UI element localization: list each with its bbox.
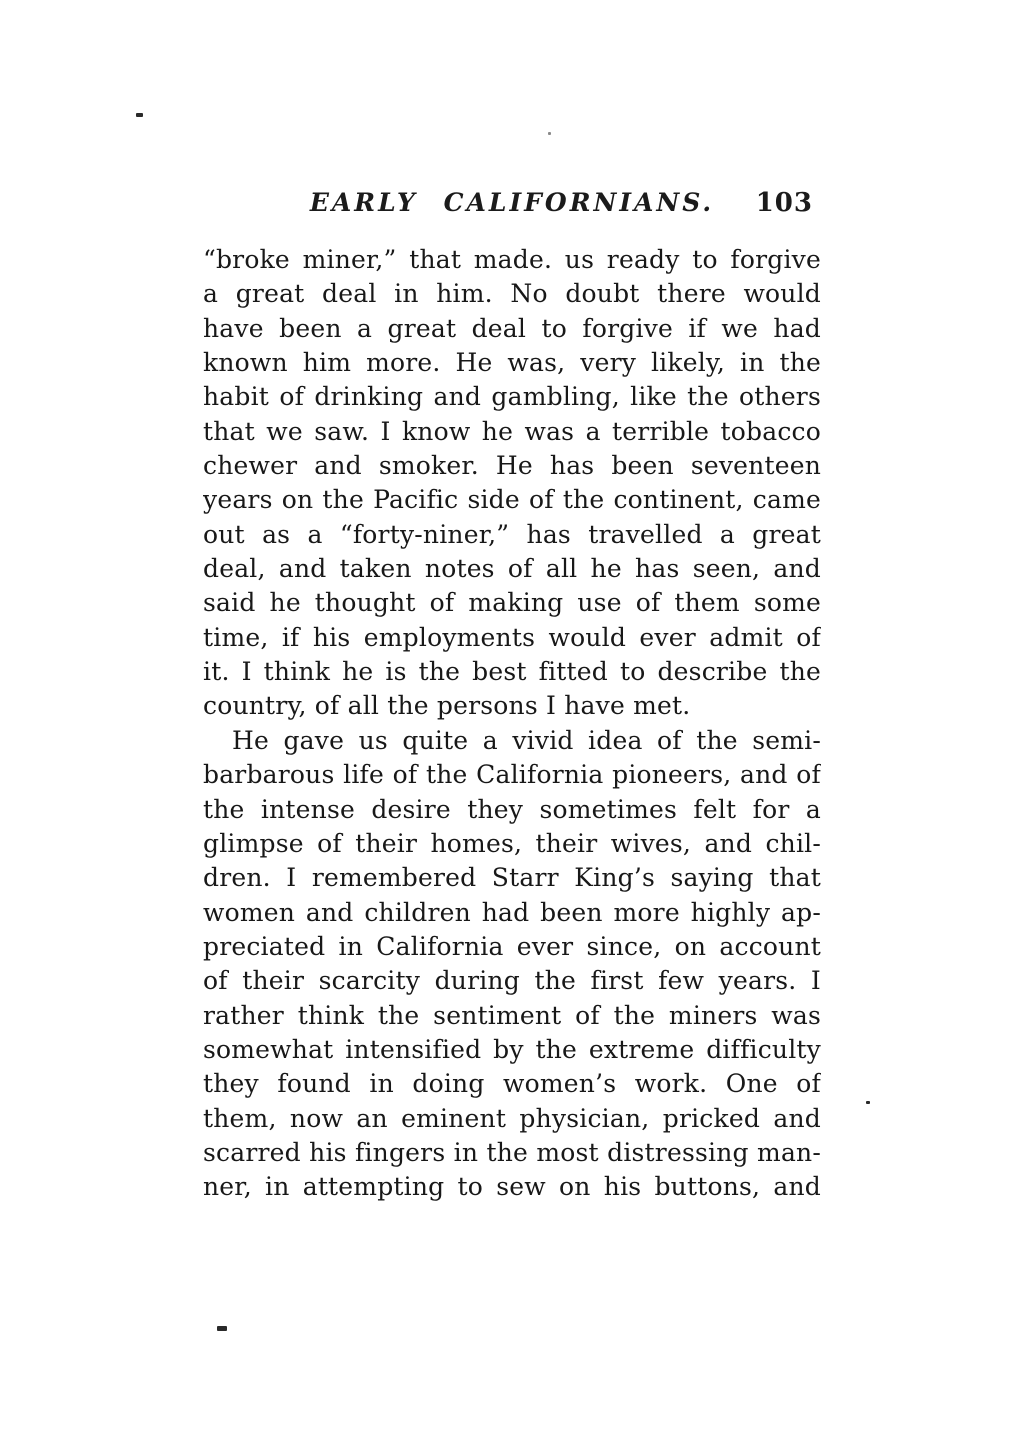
text-line: dren. I remembered Starr King’s saying that: [203, 863, 821, 893]
text-line: they found in doing women’s work. One of: [203, 1069, 821, 1099]
text-line: deal, and taken notes of all he has seen, and: [203, 554, 821, 584]
scan-speck: [217, 1326, 227, 1331]
text-line: time, if his employments would ever admit of: [203, 622, 821, 652]
text-line: that we saw. I know he was a terrible tobacco: [203, 416, 821, 446]
page-number: 103: [755, 188, 813, 218]
text-line: years on the Pacific side of the continent, came: [203, 485, 821, 515]
text-line: women and children had been more highly ap-: [203, 897, 821, 927]
body-text: [203, 243, 821, 1205]
text-line: the intense desire they sometimes felt for a: [203, 794, 821, 824]
text-line: scarred his fingers in the most distressing man-: [203, 1137, 821, 1167]
text-line: He gave us quite a vivid idea of the semi-: [232, 725, 821, 755]
scan-speck: [866, 1101, 870, 1104]
text-line: have been a great deal to forgive if we had: [203, 313, 821, 343]
scan-speck: [136, 113, 143, 117]
text-line: glimpse of their homes, their wives, and chil-: [203, 828, 821, 858]
text-line: rather think the sentiment of the miners was: [203, 1000, 821, 1030]
text-line: of their scarcity during the first few years. I: [203, 966, 821, 996]
text-line: habit of drinking and gambling, like the others: [203, 382, 821, 412]
text-line: preciated in California ever since, on account: [203, 931, 821, 961]
text-line: it. I think he is the best fitted to describe the: [203, 657, 821, 687]
text-line: chewer and smoker. He has been seventeen: [203, 451, 821, 481]
text-line: known him more. He was, very likely, in the: [203, 348, 821, 378]
text-line: out as a “forty-niner,” has travelled a great: [203, 519, 821, 549]
running-title: EARLY CALIFORNIANS.: [309, 188, 715, 217]
text-line: “broke miner,” that made. us ready to forgive: [203, 245, 821, 274]
text-line: said he thought of making use of them some: [203, 588, 821, 618]
scan-speck: [548, 132, 551, 135]
text-line: somewhat intensified by the extreme difficulty: [203, 1034, 821, 1064]
text-line: barbarous life of the California pioneers, and of: [203, 760, 821, 790]
text-line: a great deal in him. No doubt there would: [203, 279, 821, 309]
text-line: ner, in attempting to sew on his buttons, and: [203, 1172, 821, 1202]
text-line: country, of all the persons I have met.: [203, 691, 691, 721]
text-line: them, now an eminent physician, pricked and: [203, 1103, 821, 1133]
page-header: [203, 188, 821, 220]
